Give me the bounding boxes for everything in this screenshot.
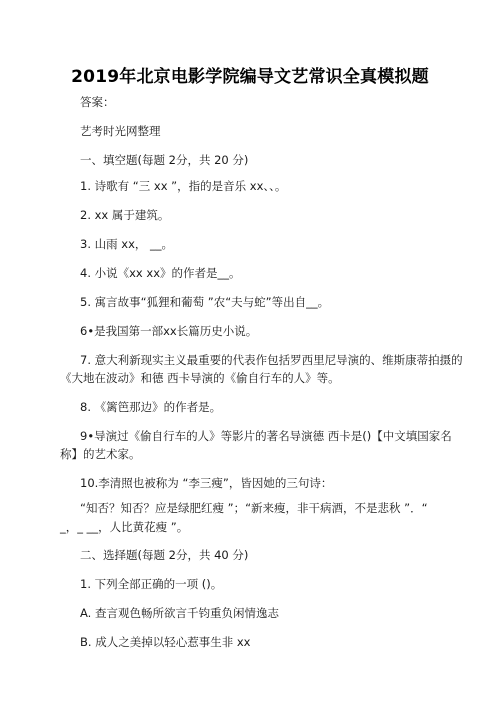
question-4: 4. 小说《xx xx》的作者是__。 <box>80 266 241 280</box>
answer-label: 答案： <box>80 95 115 109</box>
question-8: 8. 《篱笆那边》的作者是。 <box>80 400 222 414</box>
section-header-multiple-choice: 二、选择题(每题 2分，共 40 分) <box>80 548 249 562</box>
question-7-line-2: 《大地在波动》和德 西卡导演的《偷自行车的人》等。 <box>60 371 340 385</box>
mc-question-1: 1. 下列全部正确的一项 ()。 <box>80 577 223 591</box>
question-6: 6•是我国第一部xx长篇历史小说。 <box>80 324 258 338</box>
mc-question-1-option-b: B. 成人之美掉以轻心惹事生非 xx <box>80 635 251 649</box>
question-1: 1. 诗歌有 “三 xx ”，指的是音乐 xx、、。 <box>80 179 287 193</box>
question-9-line-1: 9•导演过《偷自行车的人》等影片的著名导演德 西卡是()【中文填国家名 <box>80 429 452 443</box>
section-header-fill-in: 一、填空题(每题 2分，共 20 分) <box>80 153 249 167</box>
source-line: 艺考时光网整理 <box>80 124 161 138</box>
question-3: 3. 山雨 xx， __。 <box>80 237 174 251</box>
question-10-line-1: 10.李清照也被称为 “李三瘦”，皆因她的三句诗： <box>80 476 333 490</box>
question-10-line-2: “知否？知否？应是绿肥红瘦 ”；“新来瘦，非干病酒，不是悲秋 ”．“ <box>80 501 428 515</box>
question-9-line-2: 称】的艺术家。 <box>60 447 141 461</box>
question-7-line-1: 7. 意大利新现实主义最重要的代表作包括罗西里尼导演的、维斯康蒂拍摄的 <box>80 353 463 367</box>
question-10-line-3: _，_ __，人比黄花瘦 ”。 <box>60 520 189 534</box>
question-5: 5. 寓言故事“狐狸和葡萄 ”农“夫与蛇”等出自__。 <box>80 295 330 309</box>
document-title: 2019年北京电影学院编导文艺常识全真模拟题 <box>71 67 429 87</box>
question-2: 2. xx 属于建筑。 <box>80 208 170 222</box>
mc-question-1-option-a: A. 查言观色畅所欲言千钧重负闲情逸志 <box>80 606 279 620</box>
